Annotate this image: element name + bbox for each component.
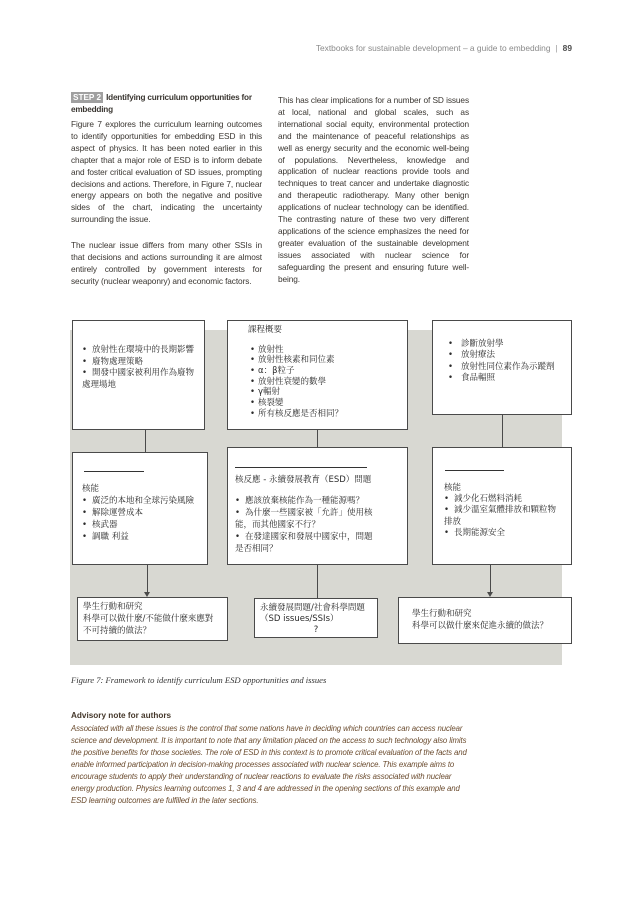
list-item: • 診斷放射學 [448, 339, 563, 350]
list-item: • 放射性在環境中的長期影響 [82, 345, 197, 357]
heading-rule [84, 471, 144, 472]
medical-applications-box [432, 320, 572, 415]
box-title: 核能 [444, 483, 462, 493]
bullet-list [248, 345, 397, 420]
right-column [278, 95, 469, 286]
body-paragraph: This has clear implications for a number of SD issues at local, national and global scales, such as international social equity, environmental protection and the maintenance of peaceful relationships as well as energy security and the economic well-being of populations. Nevertheless, knowledge and application of nuclear reactions provide tools and techniques to treat cancer and undertake diagnostic and therapeutic radiotherapy. Many other benign applications of nuclear technology can be identified. The contrasting nature of these two very different applications of the science emphasizes the need for greater evaluation of the sustainable development issues associated with nuclear science for safeguarding the present and ensuring future well-being. [278, 95, 469, 284]
list-item: • 解除運營成本 [82, 507, 200, 519]
box-text: 永續發展問題/社會科學問題（SD issues/SSIs） [260, 603, 365, 624]
step-heading [71, 92, 262, 116]
box-text: 科學可以做什麼/不能做什麼來應對不可持續的做法？ [83, 614, 214, 636]
list-item: • 開發中國家被利用作為廢物處理場地 [82, 368, 197, 391]
box-title: 學生行動和研究 [83, 602, 143, 612]
list-item: • 減少化石燃料消耗 [444, 494, 559, 505]
step-badge: STEP 2 [73, 93, 102, 102]
list-item: • α：β粒子 [250, 366, 397, 377]
step-heading-text: Identifying curriculum opportunities for embedding [71, 93, 252, 114]
esd-issues-box [227, 447, 408, 565]
list-item: • 放射性衰變的數學 [250, 377, 397, 388]
bullet-list [448, 339, 563, 384]
list-item: • 所有核反應是否相同？ [250, 409, 397, 420]
list-item: • 核武器 [82, 519, 200, 531]
advisory-heading: Advisory note for authors [71, 711, 172, 720]
list-item: • 在發達國家和發展中國家中，問題是否相同？ [235, 531, 374, 555]
body-paragraph: The nuclear issue differs from many other SSIs in that decisions and actions surrounding it are almost entirely controlled by government interests for security (nuclear weaponry) and economic factors. [71, 240, 262, 286]
environmental-risks-box [72, 320, 205, 430]
list-item: • 放射療法 [448, 350, 563, 361]
list-item: • 應該放棄核能作為一種能源嗎？ [235, 495, 374, 507]
bullet-list [82, 345, 197, 392]
list-item: • 放射性 [250, 345, 397, 356]
connector-line [317, 430, 318, 447]
connector-line [145, 430, 146, 452]
heading-rule [445, 470, 504, 471]
box-text: 科學可以做什麼來促進永續的做法？ [412, 621, 549, 631]
connector-line [490, 565, 491, 592]
figure-caption: Figure 7: Framework to identify curriculum ESD opportunities and issues [71, 675, 327, 685]
page-number: 89 [562, 43, 572, 53]
page-header [316, 42, 572, 54]
header-title: Textbooks for sustainable development – a guide to embedding [315, 43, 551, 53]
list-item: • 調職 利益 [82, 531, 200, 543]
nuclear-energy-negatives-box [72, 452, 208, 565]
bullet-list [444, 494, 559, 539]
student-action-negative-box [77, 597, 228, 641]
curriculum-outline-box [227, 320, 408, 430]
advisory-body: Associated with all these issues is the control that some nations have in deciding which countries can access nuclear science and development. It is important to note that any limitation placed on the access to such technology also limits the positive benefits for those societies. The role of ESD in this context is to promote critical evaluation of the facts and enable informed participation in decision-making processes associated with nuclear science. This example aims to encourage students to apply their understanding of nuclear reactions to evaluate the risks associated with nuclear energy production. Physics learning outcomes 1, 3 and 4 are addressed in the opening sections of this example and ESD learning outcomes are fulfilled in the later sections. [71, 724, 467, 805]
left-column [71, 92, 262, 288]
box-title: 核能 [82, 484, 100, 494]
nuclear-energy-positives-box [432, 447, 572, 565]
box-title: 課程概要 [248, 325, 283, 335]
list-item: • 放射性核素和同位素 [250, 355, 397, 366]
list-item: • 長期能源安全 [444, 528, 559, 539]
box-title: 核反應 - 永續發展教育（ESD）問題 [235, 475, 372, 485]
list-item: • 放射性同位素作為示蹤劑 [448, 362, 563, 373]
list-item: • 食品輻照 [448, 373, 563, 384]
heading-rule [235, 467, 367, 468]
list-item: • 核裂變 [250, 398, 397, 409]
list-item: • γ輻射 [250, 387, 397, 398]
connector-line [147, 565, 148, 592]
list-item: • 減少溫室氣體排放和顆粒物排放 [444, 505, 559, 528]
connector-line [317, 565, 318, 598]
list-item: • 廣泛的本地和全球污染風險 [82, 495, 200, 507]
figure-7-framework-diagram [70, 320, 572, 665]
connector-line [502, 415, 503, 447]
body-paragraph: Figure 7 explores the curriculum learning outcomes to identify opportunities for embedding ESD in this aspect of physics. It has been noted earlier in this chapter that a major role of ESD is to inform debate and foster critical evaluation of SD issues, prompting decisions and actions. Therefore, in Figure 7, nuclear energy appears on both the negative and positive sides of the chart, indicating the uncertainty surrounding the issue. [71, 119, 262, 225]
student-action-positive-box [398, 597, 572, 644]
question-mark: ? [313, 625, 319, 635]
sd-issues-box [254, 598, 378, 638]
box-title: 學生行動和研究 [412, 609, 472, 619]
list-item: • 為什麼一些國家被「允許」使用核能，而其他國家不行？ [235, 507, 374, 531]
bullet-list [235, 495, 374, 555]
list-item: • 廢物處理策略 [82, 357, 197, 369]
bullet-list [82, 495, 200, 543]
header-separator: | [555, 43, 558, 53]
